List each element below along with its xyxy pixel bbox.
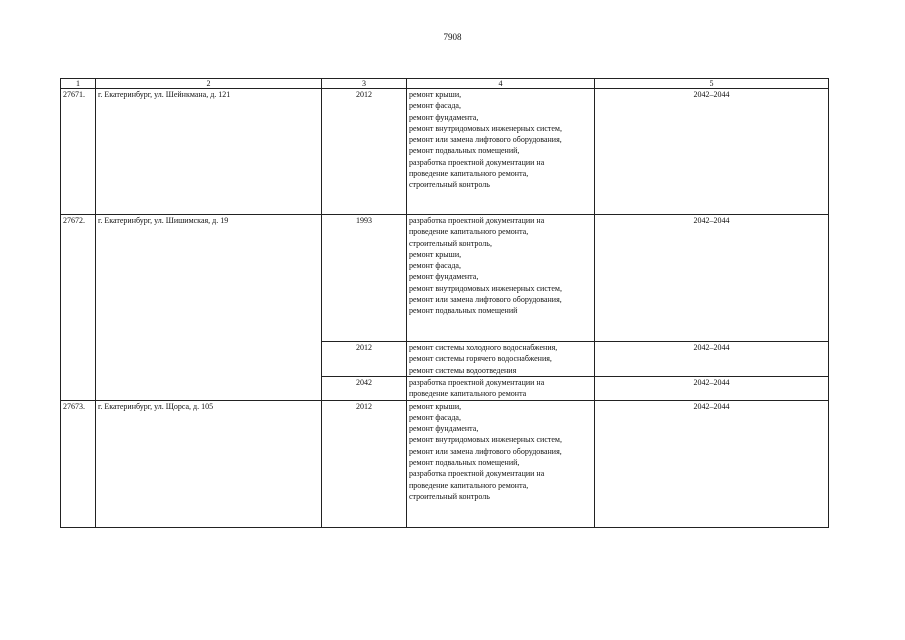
work-item: ремонт крыши, [409,249,462,259]
record-works [407,400,595,527]
work-item: ремонт внутридомовых инженерных систем, [409,435,562,445]
table-row [61,400,829,527]
work-item: ремонт фасада, [409,261,461,271]
work-item: разработка проектной документации на [409,157,545,167]
record-works [407,89,595,215]
work-item: ремонт или замена лифтового оборудования, [409,295,562,305]
header-cell-3: 3 [322,79,407,89]
work-item: ремонт фундамента, [409,112,479,122]
work-item: ремонт крыши, [409,401,462,411]
record-address: г. Екатеринбург, ул. Щорса, д. 105 [96,400,322,527]
record-period: 2042–2044 [595,89,829,215]
work-item: ремонт подвальных помещений, [409,458,520,468]
work-item: разработка проектной документации на [409,378,545,387]
work-item: ремонт фундамента, [409,272,479,282]
work-item: проведение капитального ремонта, [409,169,529,179]
record-year: 2012 [322,400,407,527]
work-item: ремонт подвальных помещений, [409,146,520,156]
record-period: 2042–2044 [595,215,829,342]
work-item: проведение капитального ремонта [409,389,527,399]
work-item: ремонт фундамента, [409,424,479,434]
record-period: 2042–2044 [595,377,829,401]
work-item: ремонт подвальных помещений [409,306,518,316]
record-year: 2012 [322,342,407,377]
record-period: 2042–2044 [595,400,829,527]
work-item: ремонт фасада, [409,412,461,422]
work-item: ремонт или замена лифтового оборудования, [409,135,562,145]
header-cell-5: 5 [595,79,829,89]
work-item: ремонт крыши, [409,90,462,99]
work-item: ремонт внутридомовых инженерных систем, [409,283,562,293]
work-item: ремонт или замена лифтового оборудования, [409,446,562,456]
work-item: проведение капитального ремонта, [409,227,529,237]
work-item: ремонт системы холодного водоснабжения, [409,343,558,352]
record-number: 27673. [61,400,96,527]
header-cell-1: 1 [61,79,96,89]
record-number: 27671. [61,89,96,215]
work-item: ремонт системы водоотведения [409,365,517,375]
record-period: 2042–2044 [595,342,829,377]
header-cell-4: 4 [407,79,595,89]
header-row [61,79,829,89]
work-item: разработка проектной документации на [409,216,545,225]
record-works [407,342,595,377]
work-item: проведение капитального ремонта, [409,480,529,490]
registry-table [60,78,829,528]
record-works [407,377,595,401]
record-works [407,215,595,342]
work-item: разработка проектной документации на [409,469,545,479]
header-cell-2: 2 [96,79,322,89]
record-year: 2042 [322,377,407,401]
page-number: 7908 [443,32,462,42]
record-address: г. Екатеринбург, ул. Шейнкмана, д. 121 [96,89,322,215]
work-item: строительный контроль, [409,238,492,248]
work-item: ремонт внутридомовых инженерных систем, [409,123,562,133]
work-item: ремонт фасада, [409,101,461,111]
record-address: г. Екатеринбург, ул. Шишимская, д. 19 [96,215,322,401]
table-row [61,89,829,215]
work-item: ремонт системы горячего водоснабжения, [409,354,552,364]
record-year: 1993 [322,215,407,342]
table-row [61,215,829,342]
record-number: 27672. [61,215,96,401]
work-item: строительный контроль [409,180,490,190]
work-item: строительный контроль [409,491,490,501]
record-year: 2012 [322,89,407,215]
